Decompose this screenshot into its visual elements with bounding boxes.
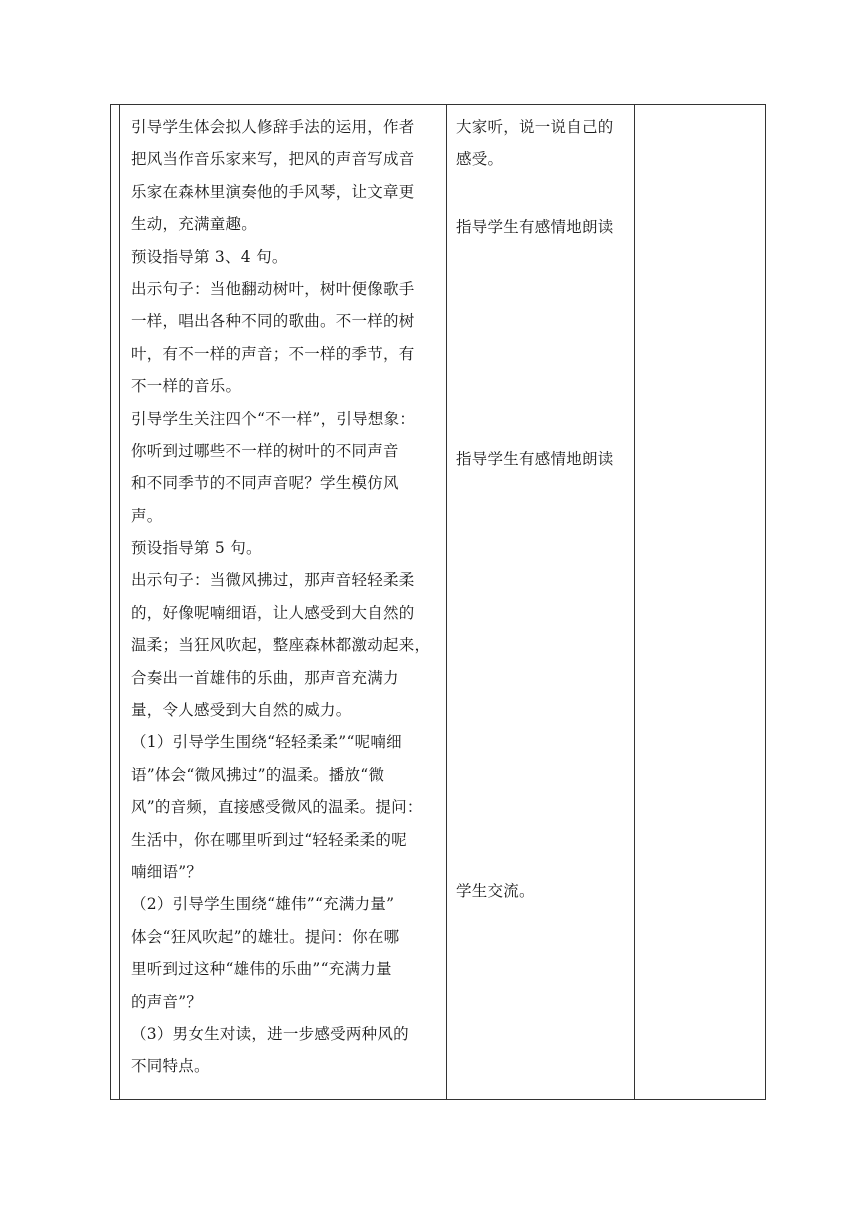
activity-line: 出示句子：当他翻动树叶，树叶便像歌手 [131, 279, 415, 298]
activity-line: 出示句子：当微风拂过，那声音轻轻柔柔 [131, 571, 415, 590]
activity-line: 乐家在森林里演奏他的手风琴，让文章更 [131, 182, 415, 201]
activity-line: 生活中，你在哪里听到过“轻轻柔柔的呢 [131, 830, 407, 849]
student-note: 大家听，说一说自己的 [456, 118, 614, 136]
activity-line: 引导学生体会拟人修辞手法的运用，作者 [131, 118, 415, 136]
activity-line: 的声音”？ [131, 992, 203, 1011]
activity-line: 合奏出一首雄伟的乐曲，那声音充满力 [131, 668, 399, 687]
activity-line: 里听到过这种“雄伟的乐曲”“充满力量 [131, 960, 392, 979]
activity-line: 叶，有不一样的声音；不一样的季节，有 [131, 344, 415, 363]
activity-line: 体会“狂风吹起”的雄壮。提问：你在哪 [131, 927, 400, 946]
activity-line: （2）引导学生围绕“雄伟”“充满力量” [131, 895, 395, 914]
activity-line: 预设指导第 3、4 句。 [131, 247, 288, 266]
student-note: 学生交流。 [456, 882, 535, 900]
column-divider-left [119, 105, 120, 1099]
activity-line: （3）男女生对读，进一步感受两种风的 [131, 1024, 409, 1043]
activity-line: 温柔；当狂风吹起，整座森林都激动起来， [131, 636, 431, 655]
activity-line: 喃细语”？ [131, 862, 203, 881]
student-note: 指导学生有感情地朗读 [456, 450, 614, 468]
activity-line: 预设指导第 5 句。 [131, 539, 262, 558]
teacher-activity-cell [131, 105, 447, 1099]
student-note: 指导学生有感情地朗读 [456, 218, 614, 236]
activity-line: 把风当作音乐家来写，把风的声音写成音 [131, 150, 415, 169]
activity-line: 的，好像呢喃细语，让人感受到大自然的 [131, 603, 415, 622]
activity-line: 不一样的音乐。 [131, 377, 242, 396]
activity-line: （1）引导学生围绕“轻轻柔柔”“呢喃细 [131, 733, 402, 752]
activity-line: 你听到过哪些不一样的树叶的不同声音 [131, 441, 399, 460]
activity-line: 风”的音频，直接感受微风的温柔。提问： [131, 798, 423, 817]
activity-line: 量，令人感受到大自然的威力。 [131, 701, 352, 720]
activity-line: 一样，唱出各种不同的歌曲。不一样的树 [131, 312, 415, 331]
activity-line: 和不同季节的不同声音呢？学生模仿风 [131, 474, 399, 493]
student-activity-cell [447, 105, 635, 1099]
activity-line: 语”体会“微风拂过”的温柔。播放“微 [131, 765, 385, 784]
activity-line: 引导学生关注四个“不一样”，引导想象： [131, 409, 416, 428]
student-note: 感受。 [456, 150, 504, 168]
notes-cell [635, 105, 765, 1099]
activity-line: 声。 [131, 506, 163, 525]
lesson-plan-table [110, 104, 766, 1100]
activity-line: 不同特点。 [131, 1057, 210, 1076]
activity-line: 生动，充满童趣。 [131, 215, 258, 234]
